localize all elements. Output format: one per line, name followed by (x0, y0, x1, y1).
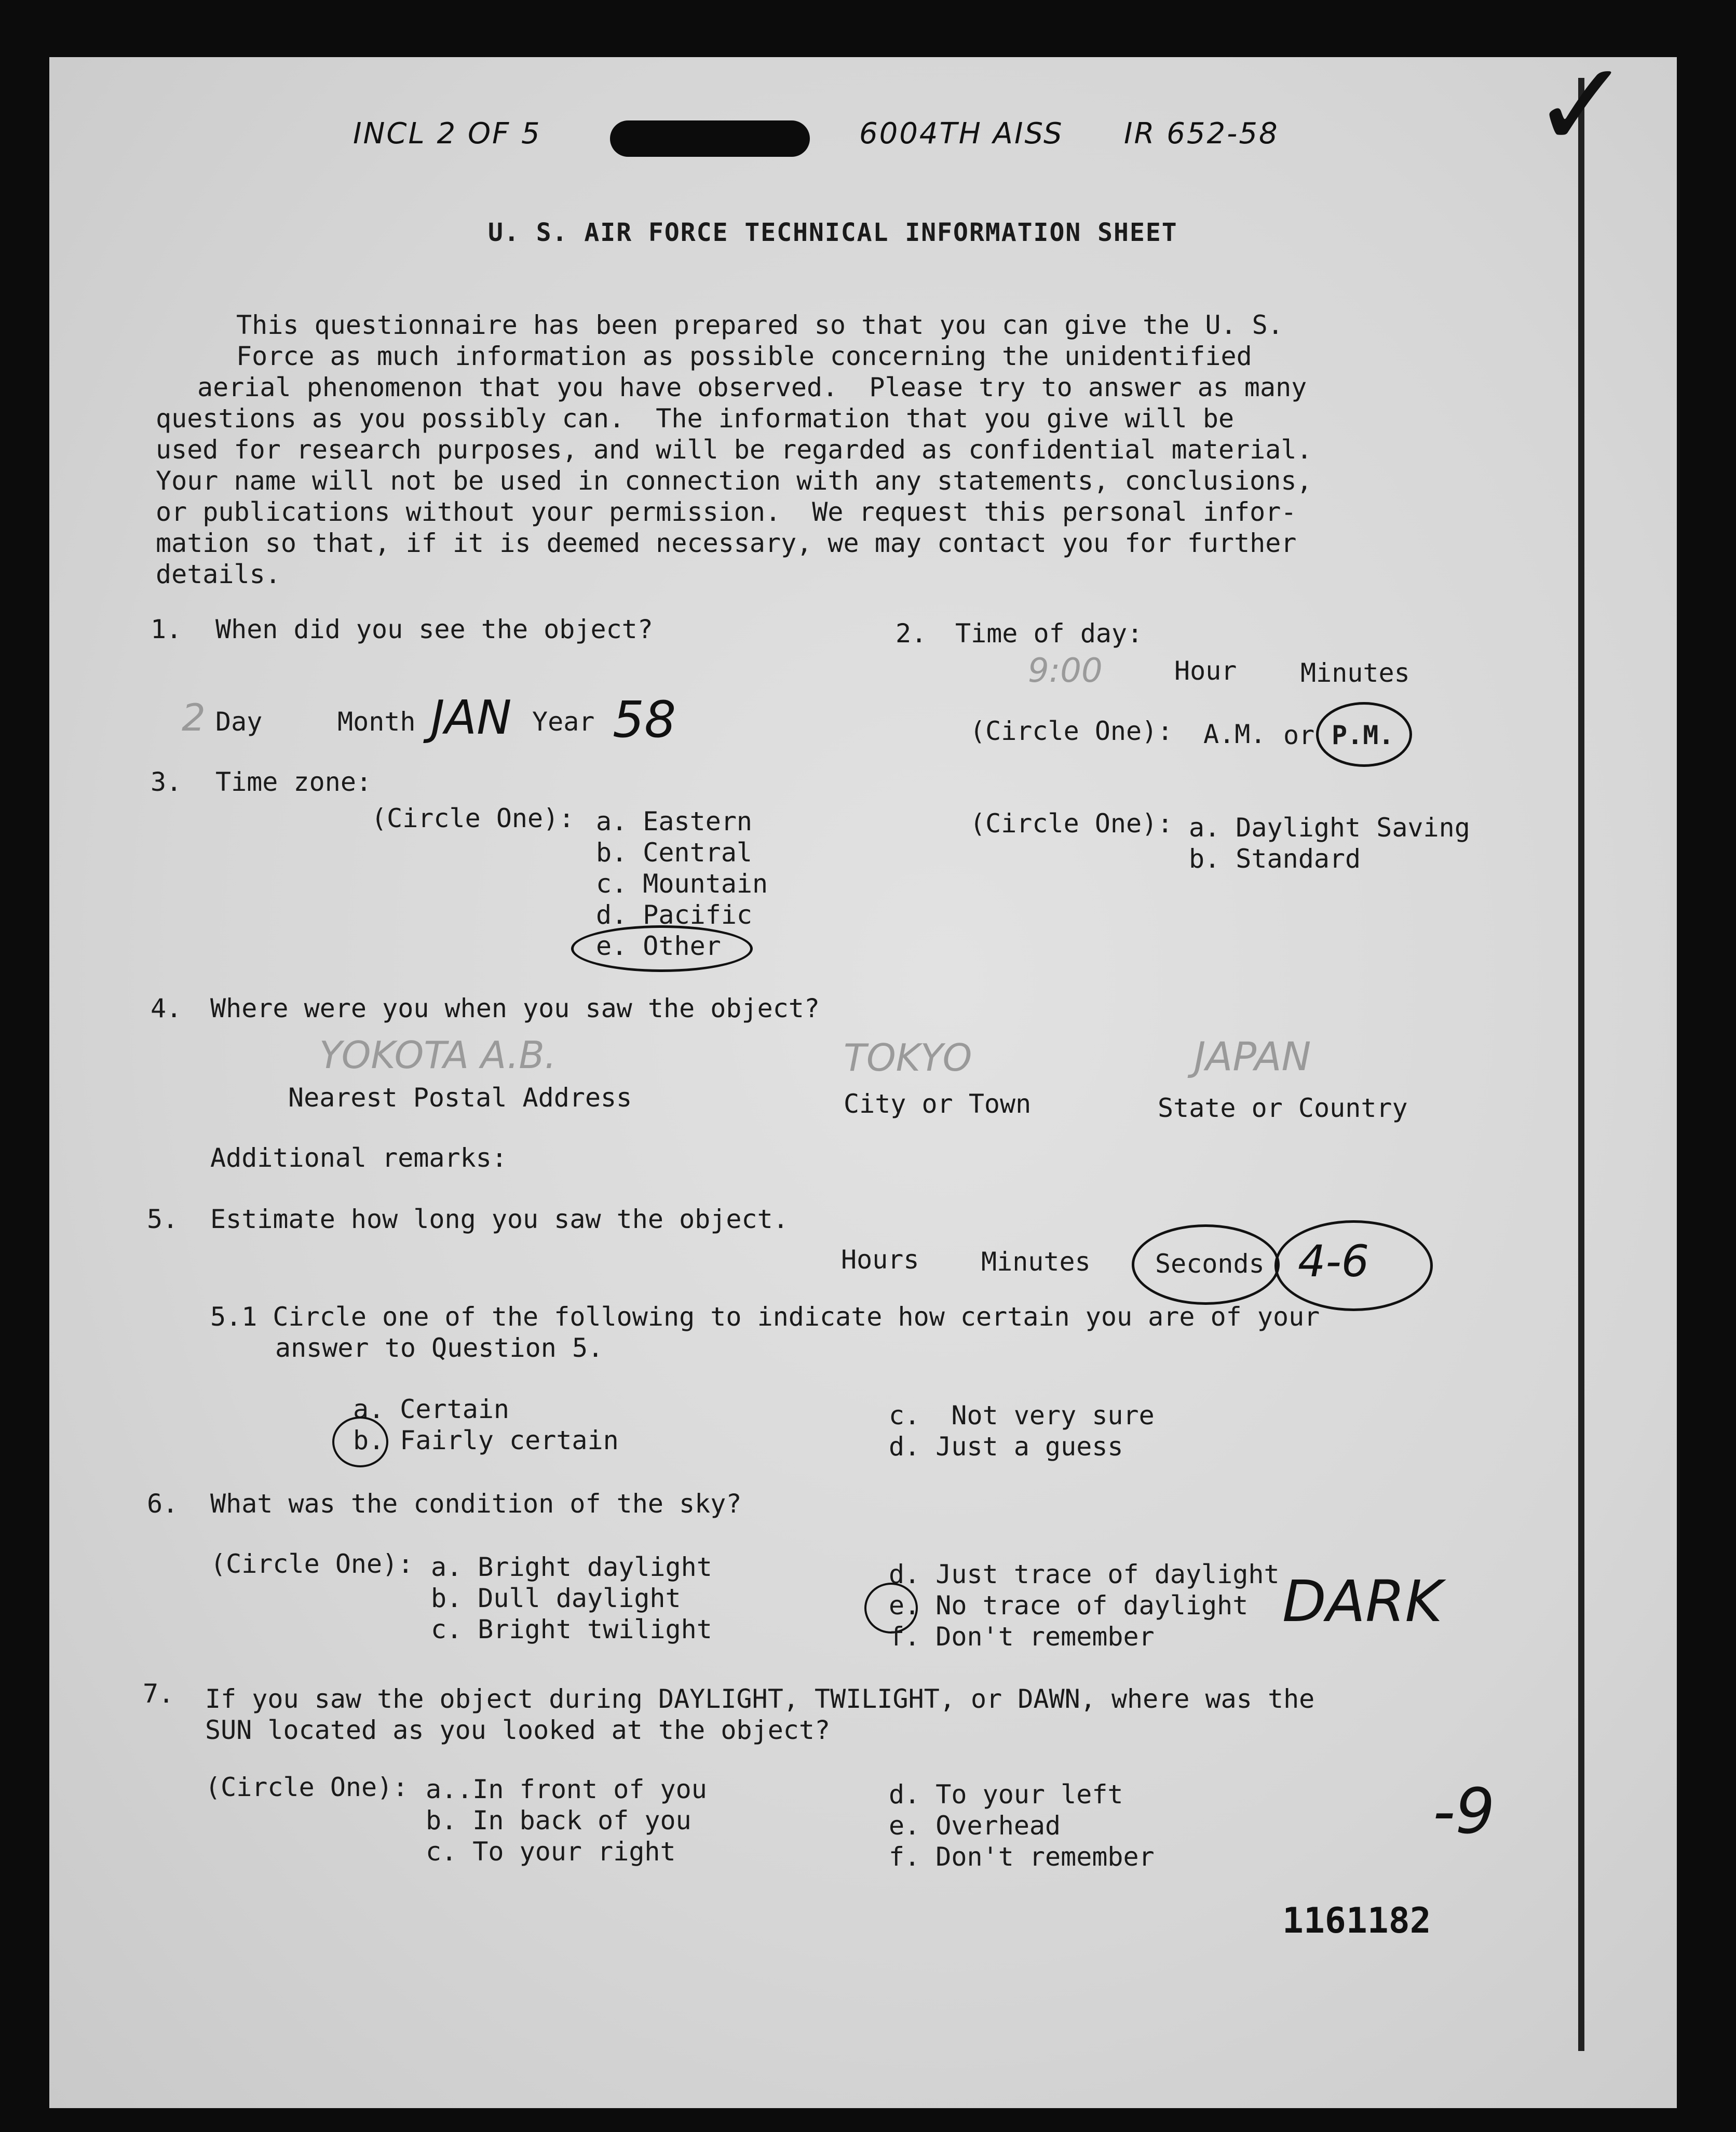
q5-seconds-value: 4-6 (1298, 1236, 1369, 1287)
q5-1-d: d. Just a guess (889, 1432, 1123, 1462)
q1-year-value: 58 (613, 691, 676, 749)
q4-number: 4. (151, 993, 182, 1023)
q2-dst-circle-one: (Circle One): (970, 808, 1173, 839)
q2-am: A.M. (1203, 719, 1266, 749)
q5-1-line2: answer to Question 5. (275, 1333, 604, 1363)
q6-text: What was the condition of the sky? (210, 1489, 742, 1519)
redaction-bar (610, 120, 810, 157)
q1-year-label: Year (532, 707, 595, 737)
q5-1-line1: 5.1 Circle one of the following to indicate how certain you are of your (210, 1302, 1320, 1332)
q6-circle-one: (Circle One): (210, 1549, 414, 1579)
intro-line: mation so that, if it is deemed necessary, we may contact you for further (156, 528, 1297, 558)
q5-1-a: a. Certain (353, 1394, 510, 1424)
q2-minutes-label: Minutes (1300, 658, 1410, 688)
q7-circle-one: (Circle One): (205, 1772, 409, 1802)
q5-1-c: c. Not very sure (889, 1400, 1155, 1431)
page-edge-shadow (1578, 78, 1584, 2051)
q7-b: b. In back of you (426, 1805, 691, 1836)
intro-line: used for research purposes, and will be regarded as confidential material. (156, 435, 1312, 465)
q1-text: When did you see the object? (215, 614, 653, 644)
q2-pm-circle (1316, 702, 1412, 767)
q4-text: Where were you when you saw the object? (210, 993, 820, 1023)
q2-text: Time of day: (955, 618, 1143, 649)
q5-seconds-label: Seconds (1155, 1249, 1265, 1279)
intro-line: aerial phenomenon that you have observed. Please try to answer as many (197, 372, 1307, 402)
q6-f: f. Don't remember (889, 1622, 1155, 1652)
q1-day-value: 2 (182, 696, 206, 739)
header-report: IR 652-58 (1124, 117, 1279, 151)
q3-circle-one: (Circle One): (371, 803, 575, 833)
q3-option: e. Other (596, 931, 721, 961)
check-mark: ✓ (1531, 36, 1632, 175)
q3-text: Time zone: (215, 767, 372, 797)
q6-c: c. Bright twilight (431, 1614, 712, 1644)
q6-e: e. No trace of daylight (889, 1590, 1249, 1621)
intro-line: questions as you possibly can. The information that you give will be (156, 403, 1235, 434)
intro-line: Your name will not be used in connection with any statements, conclusions, (156, 466, 1312, 496)
intro-line: This questionnaire has been prepared so that you can give the U. S. (236, 310, 1283, 340)
q7-e: e. Overhead (889, 1811, 1061, 1841)
q2-dst-a: a. Daylight Saving (1189, 813, 1470, 843)
q4-city-value: TOKYO (844, 1036, 972, 1080)
page-title: U. S. AIR FORCE TECHNICAL INFORMATION SHEET (488, 218, 1178, 247)
intro-line: or publications without your permission. We request this personal infor- (156, 497, 1297, 527)
q3-option: a. Eastern (596, 806, 753, 836)
page-mark: -9 (1433, 1776, 1495, 1848)
q1-number: 1. (151, 614, 182, 644)
q7-c: c. To your right (426, 1837, 676, 1867)
q6-note: DARK (1282, 1568, 1443, 1635)
q1-month-label: Month (337, 707, 416, 737)
q1-month-value: JAN (431, 691, 512, 745)
q4-address-value: YOKOTA A.B. (319, 1033, 557, 1077)
q2-or: or (1283, 720, 1315, 750)
q3-other-circle (571, 925, 753, 972)
q4-city-label: City or Town (844, 1089, 1032, 1119)
q3-option: d. Pacific (596, 900, 753, 930)
q6-b: b. Dull daylight (431, 1583, 681, 1613)
q5-1-b: b. Fairly certain (353, 1425, 619, 1455)
intro-line: details. (156, 559, 281, 589)
q7-number: 7. (143, 1679, 174, 1709)
q5-number: 5. (147, 1204, 179, 1234)
q5-1-b-circle (332, 1416, 388, 1467)
q2-number: 2. (896, 618, 927, 649)
q5-minutes-label: Minutes (981, 1247, 1091, 1277)
q2-hour-label: Hour (1174, 656, 1237, 686)
q7-line1: If you saw the object during DAYLIGHT, TWILIGHT, or DAWN, where was the (205, 1684, 1315, 1714)
q7-a: a..In front of you (426, 1774, 707, 1804)
q2-dst-b: b. Standard (1189, 844, 1361, 874)
q2-time-value: 9:00 (1028, 652, 1103, 690)
q4-state-label: State or Country (1158, 1093, 1408, 1123)
q4-remarks-label: Additional remarks: (210, 1143, 507, 1173)
q6-a: a. Bright daylight (431, 1552, 712, 1582)
document-number: 1161182 (1282, 1900, 1431, 1941)
q5-hours-label: Hours (841, 1245, 919, 1275)
q3-number: 3. (151, 767, 182, 797)
q4-state-value: JAPAN (1194, 1033, 1311, 1080)
intro-line: Force as much information as possible concerning the unidentified (236, 341, 1252, 371)
q3-option: b. Central (596, 838, 753, 868)
header-unit: 6004TH AISS (859, 117, 1064, 151)
q5-seconds-circle (1132, 1224, 1280, 1305)
q2-pm: P.M. (1332, 720, 1394, 750)
q1-day-label: Day (215, 707, 263, 737)
q2-circle-one: (Circle One): (970, 716, 1173, 746)
q4-address-label: Nearest Postal Address (288, 1083, 632, 1113)
header-incl: INCL 2 OF 5 (353, 117, 541, 151)
q7-f: f. Don't remember (889, 1842, 1155, 1872)
q6-d: d. Just trace of daylight (889, 1559, 1280, 1589)
q5-value-circle (1274, 1220, 1433, 1311)
q5-text: Estimate how long you saw the object. (210, 1204, 789, 1234)
q3-option: c. Mountain (596, 869, 768, 899)
q7-line2: SUN located as you looked at the object? (205, 1715, 831, 1745)
q6-number: 6. (147, 1489, 179, 1519)
q7-d: d. To your left (889, 1779, 1123, 1810)
